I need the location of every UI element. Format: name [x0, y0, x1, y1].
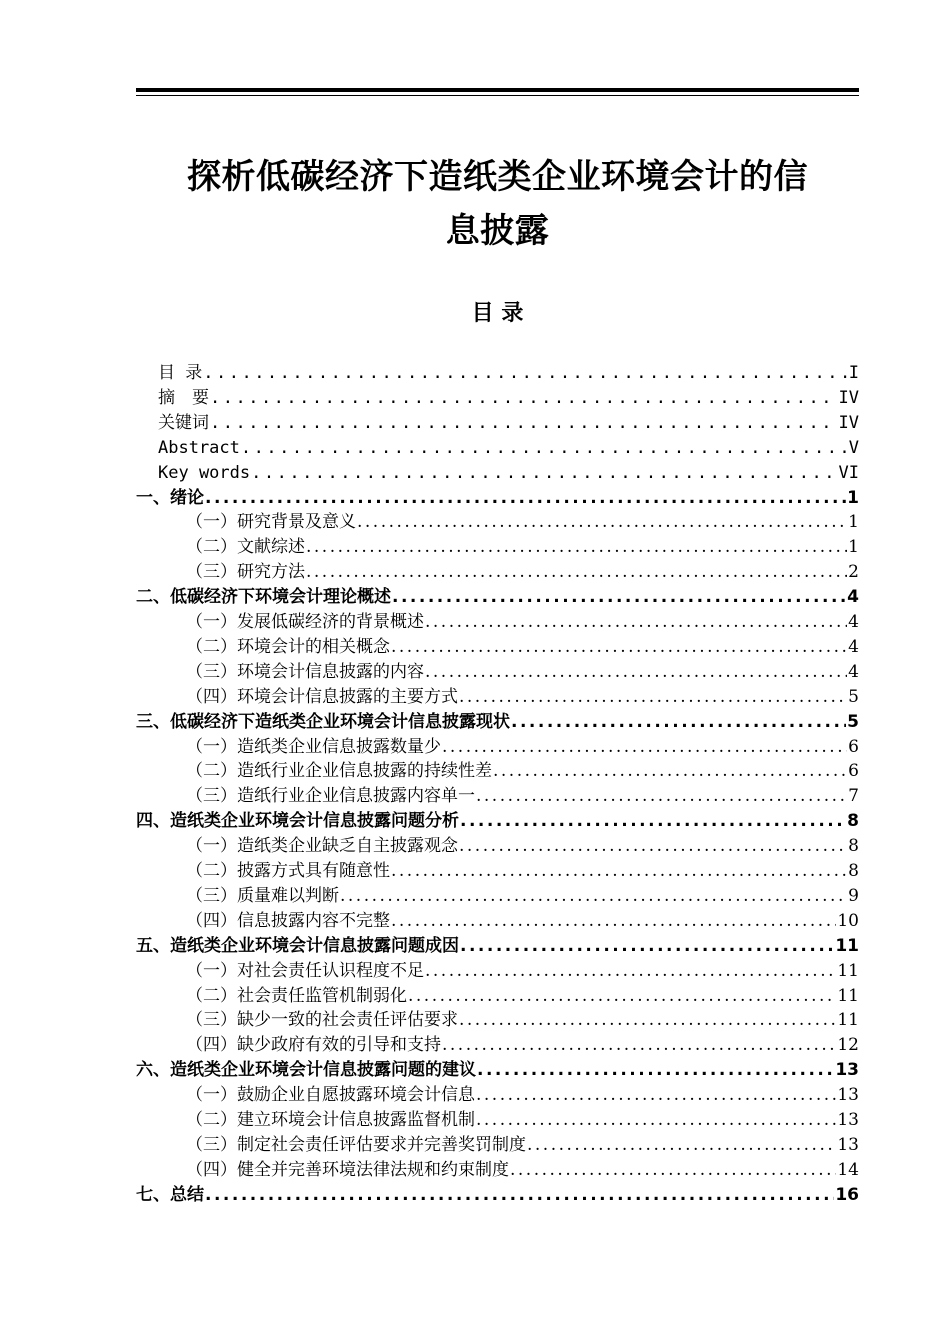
toc-leader-dots [442, 735, 847, 760]
toc-entry[interactable] [186, 635, 859, 660]
toc-leader-dots [442, 1033, 836, 1058]
toc-leader-dots [460, 934, 834, 959]
toc-entry-page: 4 [848, 661, 859, 682]
toc-entry[interactable] [186, 859, 859, 884]
toc-entry[interactable] [158, 361, 859, 386]
document-title [136, 150, 859, 258]
toc-leader-dots [241, 436, 848, 461]
toc-entry-page: I [848, 363, 859, 383]
toc-entry-label: 四、造纸类企业环境会计信息披露问题分析 [136, 811, 459, 832]
toc-entry[interactable] [136, 710, 859, 735]
toc-entry[interactable] [136, 934, 859, 959]
toc-entry-label: Key words [158, 462, 251, 483]
toc-entry[interactable] [186, 984, 859, 1009]
title-line-1: 探析低碳经济下造纸类企业环境会计的信 [187, 157, 808, 197]
toc-entry-page: 6 [848, 736, 859, 757]
toc-entry[interactable] [186, 784, 859, 809]
toc-entry[interactable] [186, 884, 859, 909]
toc-leader-dots [391, 859, 847, 884]
toc-entry[interactable] [136, 1058, 859, 1083]
toc-entry-label: 二、低碳经济下环境会计理论概述 [136, 587, 391, 608]
toc-entry[interactable] [186, 660, 859, 685]
toc-entry[interactable] [186, 1008, 859, 1033]
toc-entry[interactable] [158, 461, 859, 486]
toc-leader-dots [203, 361, 848, 386]
toc-entry-page: VI [838, 462, 859, 483]
toc-leader-dots [460, 809, 846, 834]
toc-entry-label: （一）鼓励企业自愿披露环境会计信息 [186, 1085, 475, 1106]
toc-entry-label: 摘 要 [158, 387, 209, 408]
toc-entry-page: V [848, 437, 859, 458]
toc-entry[interactable] [186, 535, 859, 560]
toc-leader-dots [340, 884, 847, 909]
toc-entry-label: （二）文献综述 [186, 537, 305, 558]
toc-entry-label: 六、造纸类企业环境会计信息披露问题的建议 [136, 1060, 476, 1081]
toc-leader-dots [205, 486, 846, 511]
toc-entry[interactable] [186, 959, 859, 984]
toc-entry-page: 11 [837, 1010, 859, 1031]
toc-entry[interactable] [186, 1083, 859, 1108]
toc-entry-label: （四）环境会计信息披露的主要方式 [186, 686, 458, 707]
toc-leader-dots [408, 984, 836, 1009]
toc-entry-page: 4 [848, 612, 859, 632]
toc-entry-label: （一）造纸类企业信息披露数量少 [186, 736, 441, 757]
toc-entry-page: 6 [848, 761, 859, 782]
toc-entry-page: 8 [848, 836, 859, 857]
header-rule-thin [136, 95, 859, 96]
toc-leader-dots [391, 635, 847, 660]
toc-leader-dots [306, 560, 847, 585]
toc-entry-label: 五、造纸类企业环境会计信息披露问题成因 [136, 935, 459, 956]
toc-leader-dots [459, 834, 847, 859]
toc-entry[interactable] [186, 685, 859, 710]
toc-entry-page: 12 [837, 1035, 859, 1056]
toc-entry-label: 一、绪论 [136, 487, 204, 508]
toc-entry-page: 8 [847, 811, 859, 832]
toc-leader-dots [425, 660, 847, 685]
toc-entry-label: （一）造纸类企业缺乏自主披露观念 [186, 836, 458, 857]
toc-entry-label: （二）社会责任监管机制弱化 [186, 985, 407, 1006]
toc-entry-label: （一）研究背景及意义 [186, 512, 356, 533]
toc-entry-page: 13 [835, 1060, 859, 1081]
toc-entry-label: 三、低碳经济下造纸类企业环境会计信息披露现状 [136, 711, 510, 732]
toc-entry-page: 13 [837, 1134, 859, 1155]
toc-entry-page: 11 [835, 935, 859, 956]
toc-entry-page: 5 [848, 686, 859, 707]
toc-leader-dots [476, 1083, 836, 1108]
toc-entry-label: （四）缺少政府有效的引导和支持 [186, 1035, 441, 1056]
toc-entry-label: （二）建立环境会计信息披露监督机制 [186, 1110, 475, 1130]
toc-entry-page: 9 [848, 885, 859, 906]
toc-leader-dots [425, 959, 836, 984]
toc-entry[interactable] [136, 809, 859, 834]
toc-entry[interactable] [186, 735, 859, 760]
toc-leader-dots [527, 1133, 836, 1158]
toc-entry[interactable] [136, 1183, 859, 1208]
toc-entry-label: Abstract [158, 437, 240, 458]
toc-entry[interactable] [186, 909, 859, 934]
toc-entry-label: （三）缺少一致的社会责任评估要求 [186, 1010, 458, 1031]
toc-entry-page: 5 [847, 711, 859, 732]
toc-leader-dots [251, 461, 837, 486]
toc-leader-dots [476, 1108, 836, 1133]
toc-entry[interactable] [158, 386, 859, 411]
toc-leader-dots [391, 909, 836, 934]
toc-leader-dots [306, 535, 847, 560]
toc-entry-label: （二）披露方式具有随意性 [186, 861, 390, 881]
toc-entry-page: 1 [848, 537, 859, 558]
toc-entry-page: 13 [837, 1110, 859, 1130]
toc-leader-dots [205, 1183, 834, 1208]
toc-entry-label: （四）健全并完善环境法律法规和约束制度 [186, 1159, 509, 1180]
toc-entry-page: 11 [837, 985, 859, 1006]
toc-entry-page: 13 [837, 1085, 859, 1106]
toc-entry-label: 七、总结 [136, 1184, 204, 1205]
toc-entry-label: （三）造纸行业企业信息披露内容单一 [186, 786, 475, 807]
toc-entry[interactable] [186, 510, 859, 535]
title-line-2: 息披露 [445, 211, 550, 251]
toc-entry[interactable] [158, 411, 859, 436]
toc-entry[interactable] [186, 1158, 859, 1183]
toc-entry[interactable] [186, 1133, 859, 1158]
toc-leader-dots [510, 1158, 836, 1183]
toc-entry[interactable] [136, 486, 859, 511]
toc-entry[interactable] [186, 834, 859, 859]
toc-entry-label: 关键词 [158, 412, 209, 433]
toc-leader-dots [459, 1008, 836, 1033]
toc-entry-label: （三）环境会计信息披露的内容 [186, 661, 424, 682]
toc-entry-label: （一）对社会责任认识程度不足 [186, 960, 424, 981]
toc-entry-label: （三）研究方法 [186, 562, 305, 583]
toc-entry-page: 1 [847, 487, 859, 508]
toc-leader-dots [210, 411, 838, 436]
toc-entry[interactable] [158, 436, 859, 461]
toc-leader-dots [511, 710, 846, 735]
toc-entry-label: 目 录 [158, 363, 203, 383]
toc-entry-page: 16 [835, 1184, 859, 1205]
toc-leader-dots [476, 784, 847, 809]
toc-entry-page: 11 [837, 960, 859, 981]
toc-entry-label: （二）造纸行业企业信息披露的持续性差 [186, 761, 492, 782]
toc-entry-page: 8 [848, 861, 859, 881]
toc-entry-page: 4 [847, 587, 859, 608]
toc-heading: 目 录 [471, 301, 524, 326]
toc-entry-page: 10 [837, 910, 859, 931]
toc-leader-dots [210, 386, 838, 411]
toc-entry-page: 1 [848, 512, 859, 533]
toc-entry-page: IV [838, 387, 859, 408]
toc-entry[interactable] [186, 1108, 859, 1133]
toc-entry-label: （四）信息披露内容不完整 [186, 910, 390, 931]
toc-leader-dots [357, 510, 847, 535]
toc-entry-label: （二）环境会计的相关概念 [186, 636, 390, 657]
toc-leader-dots [459, 685, 847, 710]
toc-entry[interactable] [186, 560, 859, 585]
toc-leader-dots [392, 585, 846, 610]
toc-entry-page: 7 [848, 786, 859, 807]
toc-entry-label: （一）发展低碳经济的背景概述 [186, 612, 424, 632]
toc-entry-page: 4 [848, 636, 859, 657]
toc-entry-page: 2 [848, 562, 859, 583]
toc-entry[interactable] [186, 759, 859, 784]
toc-entry[interactable] [186, 1033, 859, 1058]
toc-entry-label: （三）质量难以判断 [186, 885, 339, 906]
toc-entry-page: IV [838, 412, 859, 433]
toc-leader-dots [477, 1058, 834, 1083]
toc-entry-page: 14 [837, 1159, 859, 1180]
toc-entry[interactable] [186, 610, 859, 635]
toc-leader-dots [493, 759, 847, 784]
header-rule-thick [136, 88, 859, 92]
toc-leader-dots [425, 610, 847, 635]
toc-entry-label: （三）制定社会责任评估要求并完善奖罚制度 [186, 1134, 526, 1155]
toc-entry[interactable] [136, 585, 859, 610]
